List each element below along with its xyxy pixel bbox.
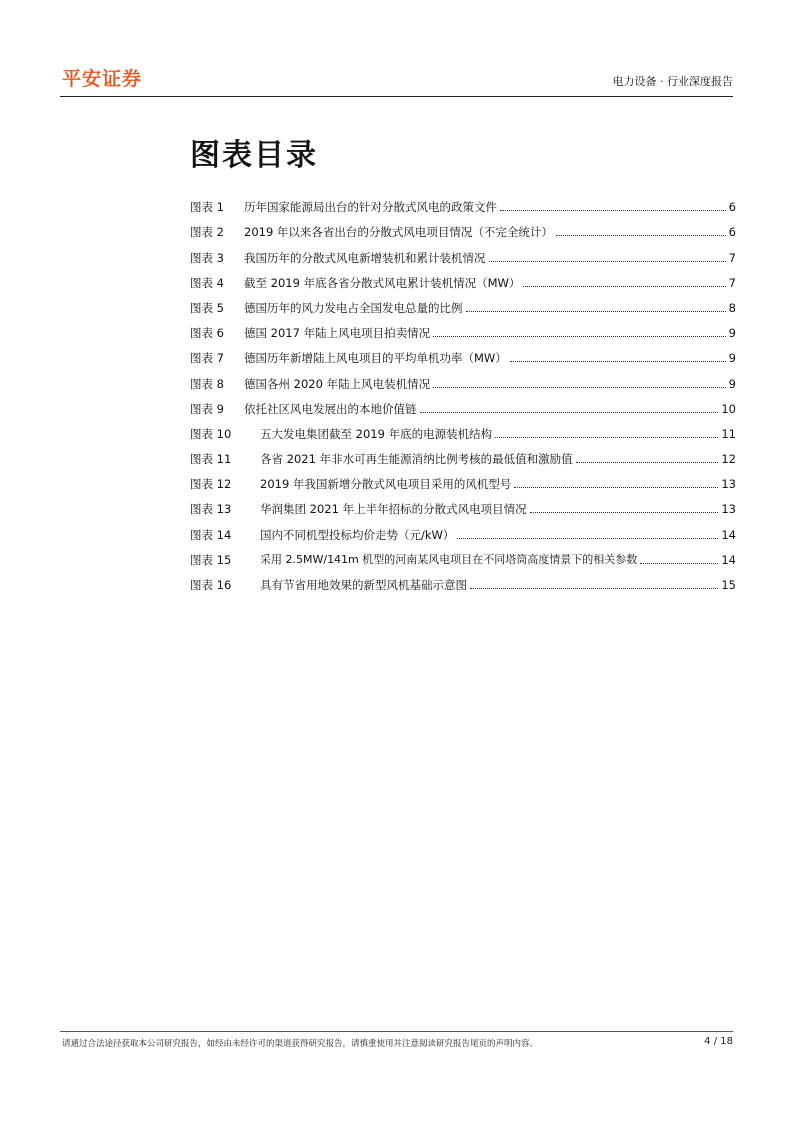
toc-entry-page: 13 [721, 502, 736, 517]
toc-leader-dots [556, 235, 726, 236]
toc-entry-page: 9 [728, 351, 736, 366]
toc-entry-text: 2019 年以来各省出台的分散式风电项目情况（不完全统计） [244, 225, 553, 240]
toc-entry-page: 10 [721, 401, 736, 416]
toc-entry-page: 11 [721, 426, 736, 441]
toc-entry-page: 13 [721, 477, 736, 492]
toc-entry-text: 华润集团 2021 年上半年招标的分散式风电项目情况 [260, 502, 527, 517]
toc-entry-page: 9 [728, 376, 736, 391]
toc-entry-text: 德国历年新增陆上风电项目的平均单机功率（MW） [244, 351, 507, 366]
toc-entry[interactable] [190, 567, 736, 592]
toc-leader-dots [514, 487, 718, 488]
toc-entry-text: 德国各州 2020 年陆上风电装机情况 [244, 376, 431, 391]
toc-entry-label: 图表 4 [190, 275, 224, 290]
toc-entry[interactable] [190, 214, 736, 239]
toc-entry-page: 6 [728, 200, 736, 215]
toc-entry[interactable] [190, 441, 736, 466]
header-divider [60, 96, 733, 97]
toc-entry-text: 德国历年的风力发电占全国发电总量的比例 [244, 300, 463, 315]
toc-entry[interactable] [190, 340, 736, 365]
toc-entry-text: 各省 2021 年非水可再生能源消纳比例考核的最低值和激励值 [260, 452, 573, 467]
toc-entry[interactable] [190, 416, 736, 441]
toc-entry[interactable] [190, 516, 736, 541]
toc-entry[interactable] [190, 466, 736, 491]
toc-entry[interactable] [190, 265, 736, 290]
toc-leader-dots [523, 286, 725, 287]
footer-divider [60, 1031, 733, 1032]
toc-entry-label: 图表 5 [190, 300, 224, 315]
toc-entry-label: 图表 2 [190, 225, 224, 240]
page-number: 4 / 18 [704, 1036, 733, 1047]
toc-leader-dots [576, 462, 719, 463]
toc-entry-label: 图表 9 [190, 401, 224, 416]
toc-entry-label: 图表 16 [190, 578, 232, 592]
toc-entry[interactable] [190, 491, 736, 516]
toc-entry-label: 图表 12 [190, 477, 232, 492]
page-title: 图表目录 [190, 138, 318, 173]
toc-entry[interactable] [190, 315, 736, 340]
toc-entry-page: 14 [721, 552, 736, 567]
toc-entry-text: 截至 2019 年底各省分散式风电累计装机情况（MW） [244, 275, 521, 290]
toc-entry-label: 图表 15 [190, 552, 232, 567]
toc-entry-text: 德国 2017 年陆上风电项目拍卖情况 [244, 326, 431, 341]
report-section-label: 电力设备 · 行业深度报告 [612, 75, 733, 88]
toc-leader-dots [457, 538, 718, 539]
toc-leader-dots [500, 210, 726, 211]
toc-entry-label: 图表 3 [190, 250, 224, 265]
toc-leader-dots [433, 387, 726, 388]
toc-entry-page: 12 [721, 452, 736, 467]
toc-entry-label: 图表 13 [190, 502, 232, 517]
disclaimer-note: 请通过合法途径获取本公司研究报告，如经由未经许可的渠道获得研究报告，请慎重使用并注意阅读研究报告尾页的声明内容。 [62, 1039, 539, 1049]
toc-entry-label: 图表 11 [190, 452, 232, 467]
toc-entry[interactable] [190, 290, 736, 315]
toc-entry-text: 我国历年的分散式风电新增装机和累计装机情况 [244, 250, 486, 265]
toc-entry-page: 14 [721, 527, 736, 542]
toc-entry-page: 7 [728, 275, 736, 290]
toc-entry-label: 图表 14 [190, 527, 232, 542]
toc-entry-text: 具有节省用地效果的新型风机基础示意图 [260, 578, 467, 592]
toc-leader-dots [530, 512, 719, 513]
toc-entry-text: 采用 2.5MW/141m 机型的河南某风电项目在不同塔筒高度情景下的相关参数 [260, 552, 638, 566]
figure-toc-list [190, 189, 736, 592]
toc-entry-text: 依托社区风电发展出的本地价值链 [244, 401, 417, 416]
toc-entry-text: 历年国家能源局出台的针对分散式风电的政策文件 [244, 200, 497, 215]
toc-entry[interactable] [190, 189, 736, 214]
brand-logo: 平安证券 [62, 68, 143, 90]
toc-entry-text: 国内不同机型投标均价走势（元/kW） [260, 527, 455, 542]
toc-leader-dots [466, 311, 726, 312]
toc-entry-page: 6 [728, 225, 736, 240]
toc-leader-dots [420, 412, 719, 413]
toc-leader-dots [470, 588, 718, 589]
toc-entry-label: 图表 10 [190, 426, 232, 441]
toc-entry[interactable] [190, 391, 736, 416]
toc-leader-dots [489, 261, 726, 262]
toc-entry-label: 图表 1 [190, 200, 224, 215]
toc-entry-label: 图表 8 [190, 376, 224, 391]
toc-entry-page: 9 [728, 326, 736, 341]
toc-entry-label: 图表 6 [190, 326, 224, 341]
toc-entry-text: 2019 年我国新增分散式风电项目采用的风机型号 [260, 477, 512, 492]
toc-entry-page: 15 [721, 578, 736, 592]
toc-entry-text: 五大发电集团截至 2019 年底的电源装机结构 [260, 426, 493, 441]
toc-leader-dots [510, 361, 726, 362]
toc-leader-dots [495, 437, 718, 438]
toc-entry[interactable] [190, 365, 736, 390]
toc-entry-page: 8 [728, 300, 736, 315]
toc-entry-page: 7 [728, 250, 736, 265]
toc-leader-dots [640, 563, 718, 564]
toc-entry[interactable] [190, 542, 736, 567]
toc-leader-dots [433, 336, 726, 337]
toc-entry[interactable] [190, 239, 736, 264]
toc-entry-label: 图表 7 [190, 351, 224, 366]
